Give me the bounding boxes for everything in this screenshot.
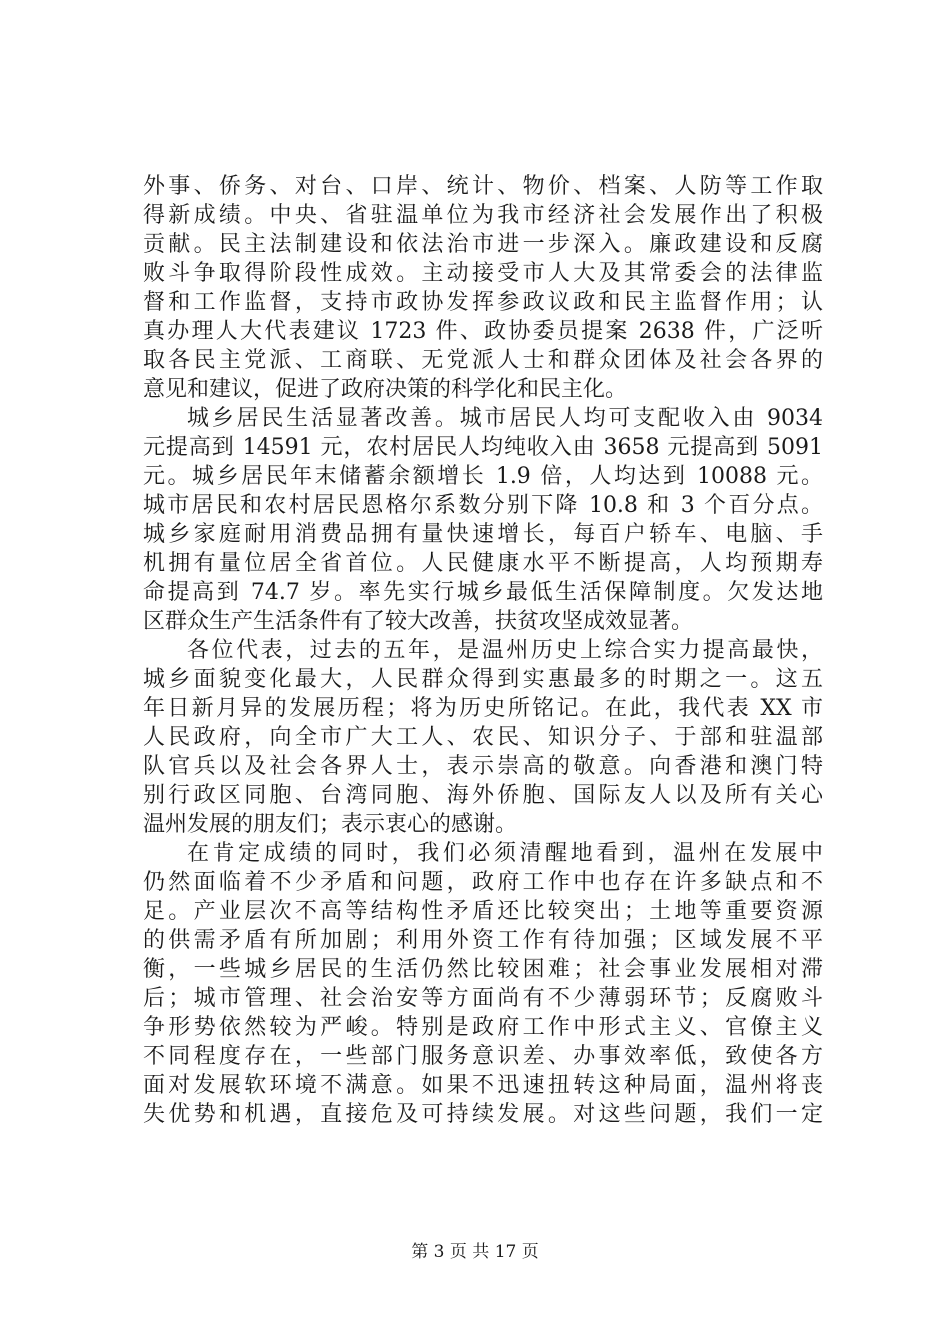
text-line: 城乡面貌变化最大，人民群众得到实惠最多的时期之一。这五 bbox=[143, 667, 823, 692]
text-line: 真办理人大代表建议 1723 件、政协委员提案 2638 件，广泛听 bbox=[143, 319, 823, 344]
text-line: 衡，一些城乡居民的生活仍然比较困难；社会事业发展相对滞 bbox=[143, 957, 823, 982]
text-line: 争形势依然较为严峻。特别是政府工作中形式主义、官僚主义 bbox=[143, 1015, 823, 1040]
text-line: 败斗争取得阶段性成效。主动接受市人大及其常委会的法律监 bbox=[143, 261, 823, 286]
text-line: 温州发展的朋友们；表示衷心的感谢。 bbox=[143, 812, 518, 837]
text-line: 元。城乡居民年末储蓄余额增长 1.9 倍，人均达到 10088 元。 bbox=[143, 464, 823, 489]
text-line: 各位代表，过去的五年，是温州历史上综合实力提高最快， bbox=[187, 638, 823, 663]
text-line: 取各民主党派、工商联、无党派人士和群众团体及社会各界的 bbox=[143, 348, 823, 373]
text-line: 督和工作监督，支持市政协发挥参政议政和民主监督作用；认 bbox=[143, 290, 823, 315]
page-footer: 第 3 页 共 17 页 bbox=[411, 1242, 539, 1262]
text-line: 的供需矛盾有所加剧；利用外资工作有待加强；区域发展不平 bbox=[143, 928, 823, 953]
text-line: 队官兵以及社会各界人士，表示崇高的敬意。向香港和澳门特 bbox=[143, 754, 823, 779]
text-line: 面对发展软环境不满意。如果不迅速扭转这种局面，温州将丧 bbox=[143, 1073, 823, 1098]
text-line: 外事、侨务、对台、口岸、统计、物价、档案、人防等工作取 bbox=[143, 174, 823, 199]
text-line: 失优势和机遇，直接危及可持续发展。对这些问题，我们一定 bbox=[143, 1102, 823, 1127]
paragraph bbox=[143, 172, 823, 404]
text-line: 足。产业层次不高等结构性矛盾还比较突出；土地等重要资源 bbox=[143, 899, 823, 924]
text-line: 后；城市管理、社会治安等方面尚有不少薄弱环节；反腐败斗 bbox=[143, 986, 823, 1011]
text-line: 仍然面临着不少矛盾和问题，政府工作中也存在许多缺点和不 bbox=[143, 870, 823, 895]
text-line: 城乡居民生活显著改善。城市居民人均可支配收入由 9034 bbox=[187, 406, 823, 431]
text-line: 贡献。民主法制建设和依法治市进一步深入。廉政建设和反腐 bbox=[143, 232, 823, 257]
text-line: 别行政区同胞、台湾同胞、海外侨胞、国际友人以及所有关心 bbox=[143, 783, 823, 808]
text-line: 城市居民和农村居民恩格尔系数分别下降 10.8 和 3 个百分点。 bbox=[143, 493, 823, 518]
text-line: 得新成绩。中央、省驻温单位为我市经济社会发展作出了积极 bbox=[143, 203, 823, 228]
text-line: 城乡家庭耐用消费品拥有量快速增长，每百户轿车、电脑、手 bbox=[143, 522, 823, 547]
text-line: 区群众生产生活条件有了较大改善，扶贫攻坚成效显著。 bbox=[143, 609, 694, 634]
text-line: 命提高到 74.7 岁。率先实行城乡最低生活保障制度。欠发达地 bbox=[143, 580, 823, 605]
text-line: 不同程度存在，一些部门服务意识差、办事效率低，致使各方 bbox=[143, 1044, 823, 1069]
document-body bbox=[143, 172, 823, 1129]
text-line: 年日新月异的发展历程；将为历史所铭记。在此，我代表 XX 市 bbox=[143, 696, 823, 721]
paragraph bbox=[143, 404, 823, 636]
text-line: 意见和建议，促进了政府决策的科学化和民主化。 bbox=[143, 377, 628, 402]
paragraph bbox=[143, 636, 823, 839]
text-line: 人民政府，向全市广大工人、农民、知识分子、于部和驻温部 bbox=[143, 725, 823, 750]
paragraph bbox=[143, 839, 823, 1129]
text-line: 在肯定成绩的同时，我们必须清醒地看到，温州在发展中 bbox=[187, 841, 823, 866]
text-line: 元提高到 14591 元，农村居民人均纯收入由 3658 元提高到 5091 bbox=[143, 435, 823, 460]
text-line: 机拥有量位居全省首位。人民健康水平不断提高，人均预期寿 bbox=[143, 551, 823, 576]
